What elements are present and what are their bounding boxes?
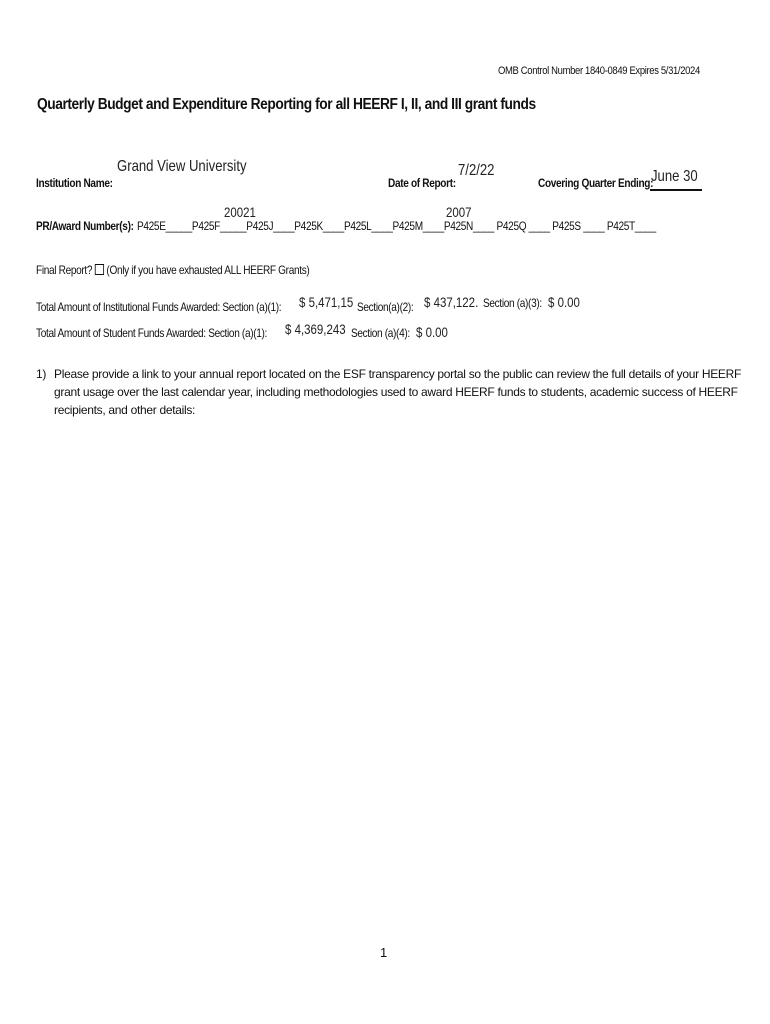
institutional-funds-label: Total Amount of Institutional Funds Awarded: Section (a)(1): bbox=[36, 300, 282, 314]
institutional-a1-field[interactable]: $ 5,471,15 bbox=[299, 294, 354, 310]
final-report-label: Final Report? bbox=[36, 263, 93, 277]
section-a3-label: Section (a)(3): bbox=[483, 296, 542, 310]
question-1-text: Please provide a link to your annual report located on the ESF transparency portal so the public can review the full details of your HEERF grant usage over the last calendar year, including methodologies used to award HEERF funds to students, academic success of HEERF recipients, and other details: bbox=[54, 367, 741, 417]
award-numbers-label: PR/Award Number(s): bbox=[36, 219, 134, 233]
student-a1-field[interactable]: $ 4,369,243 bbox=[285, 321, 346, 337]
covering-quarter-field[interactable]: June 30 bbox=[651, 168, 698, 185]
section-a3-field[interactable]: $ 0.00 bbox=[548, 294, 580, 310]
question-1-number: 1) bbox=[36, 367, 47, 381]
omb-control-number: OMB Control Number 1840-0849 Expires 5/31/2024 bbox=[498, 65, 700, 77]
form-title: Quarterly Budget and Expenditure Reporting for all HEERF I, II, and III grant funds bbox=[37, 96, 536, 113]
section-a2-field[interactable]: $ 437,122. bbox=[424, 294, 479, 310]
final-report-checkbox[interactable] bbox=[95, 264, 104, 275]
institution-name-field[interactable]: Grand View University bbox=[117, 158, 247, 175]
award-numbers-line: P425E_____P425F_____P425J____P425K____P425L____P425M____P425N____ P425Q ____ P425S ____ P425T____ bbox=[137, 219, 656, 233]
student-funds-label: Total Amount of Student Funds Awarded: Section (a)(1): bbox=[36, 326, 268, 340]
p425f-field[interactable]: 20021 bbox=[224, 204, 256, 220]
p425m-field[interactable]: 2007 bbox=[446, 204, 472, 220]
page-number: 1 bbox=[380, 945, 388, 960]
final-report-row bbox=[36, 263, 309, 277]
date-of-report-field[interactable]: 7/2/22 bbox=[458, 162, 495, 179]
covering-quarter-label: Covering Quarter Ending: bbox=[538, 176, 654, 190]
section-a2-label: Section(a)(2): bbox=[357, 300, 414, 314]
section-a4-label: Section (a)(4): bbox=[351, 326, 410, 340]
covering-quarter-underline bbox=[650, 189, 702, 191]
final-report-note: (Only if you have exhausted ALL HEERF Grants) bbox=[106, 263, 310, 277]
section-a4-field[interactable]: $ 0.00 bbox=[416, 324, 448, 340]
question-1 bbox=[36, 365, 756, 419]
institution-name-label: Institution Name: bbox=[36, 176, 113, 190]
date-of-report-label: Date of Report: bbox=[388, 176, 456, 190]
